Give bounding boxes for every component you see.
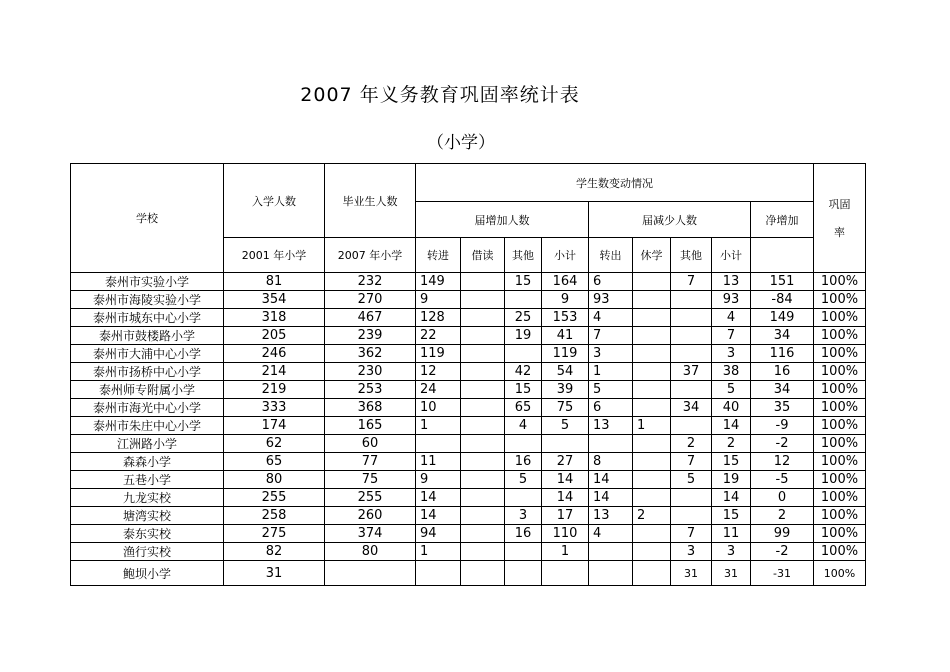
header-borrow: 借读 (461, 238, 505, 273)
suspend-cell: 2 (633, 507, 671, 525)
borrow-cell (461, 363, 505, 381)
transfer-in-cell: 1 (416, 543, 461, 561)
transfer-out-cell: 14 (589, 489, 633, 507)
subtotal-out-cell: 4 (712, 309, 751, 327)
rate-cell: 100% (814, 561, 866, 586)
net-cell: 34 (751, 381, 814, 399)
transfer-out-cell: 6 (589, 399, 633, 417)
net-cell: 151 (751, 273, 814, 291)
net-cell: 16 (751, 363, 814, 381)
grad-cell: 260 (325, 507, 416, 525)
transfer-in-cell: 11 (416, 453, 461, 471)
table-row (71, 381, 866, 399)
table-row (71, 507, 866, 525)
transfer-in-cell: 128 (416, 309, 461, 327)
school-cell: 泰州市朱庄中心小学 (71, 417, 224, 435)
suspend-cell (633, 273, 671, 291)
net-cell: -31 (751, 561, 814, 586)
rate-cell: 100% (814, 435, 866, 453)
suspend-cell (633, 399, 671, 417)
borrow-cell (461, 489, 505, 507)
net-cell: 12 (751, 453, 814, 471)
grad-cell: 253 (325, 381, 416, 399)
suspend-cell (633, 345, 671, 363)
net-cell: 0 (751, 489, 814, 507)
subtotal-in-cell: 14 (542, 471, 589, 489)
transfer-out-cell: 93 (589, 291, 633, 309)
other-out-cell: 3 (671, 543, 712, 561)
school-cell: 鲍坝小学 (71, 561, 224, 586)
table-row (71, 471, 866, 489)
header-school: 学校 (71, 164, 224, 273)
rate-cell: 100% (814, 327, 866, 345)
subtotal-in-cell: 17 (542, 507, 589, 525)
subtotal-out-cell: 15 (712, 507, 751, 525)
table-row (71, 435, 866, 453)
suspend-cell (633, 363, 671, 381)
subtotal-in-cell: 27 (542, 453, 589, 471)
retention-table (70, 163, 866, 586)
grad-cell: 77 (325, 453, 416, 471)
enroll-cell: 62 (224, 435, 325, 453)
other-in-cell (505, 291, 542, 309)
school-cell: 森森小学 (71, 453, 224, 471)
suspend-cell (633, 561, 671, 586)
other-in-cell: 25 (505, 309, 542, 327)
transfer-out-cell (589, 435, 633, 453)
borrow-cell (461, 471, 505, 489)
table-row (71, 273, 866, 291)
school-cell: 泰州市实验小学 (71, 273, 224, 291)
enroll-cell: 214 (224, 363, 325, 381)
table-row (71, 345, 866, 363)
subtotal-in-cell: 1 (542, 543, 589, 561)
header-grad: 毕业生人数 (325, 164, 416, 238)
table-row (71, 417, 866, 435)
net-cell: -5 (751, 471, 814, 489)
transfer-out-cell: 14 (589, 471, 633, 489)
transfer-in-cell: 149 (416, 273, 461, 291)
grad-cell: 362 (325, 345, 416, 363)
suspend-cell (633, 327, 671, 345)
grad-cell: 368 (325, 399, 416, 417)
header-subtotal-in: 小计 (542, 238, 589, 273)
header-grad-sub: 2007 年小学 (325, 238, 416, 273)
transfer-in-cell (416, 561, 461, 586)
school-cell: 泰州市城东中心小学 (71, 309, 224, 327)
header-increase: 届增加人数 (416, 202, 589, 238)
enroll-cell: 354 (224, 291, 325, 309)
net-cell: 35 (751, 399, 814, 417)
transfer-out-cell (589, 561, 633, 586)
transfer-in-cell: 14 (416, 507, 461, 525)
transfer-in-cell: 1 (416, 417, 461, 435)
net-cell: 34 (751, 327, 814, 345)
borrow-cell (461, 291, 505, 309)
grad-cell: 165 (325, 417, 416, 435)
rate-cell: 100% (814, 381, 866, 399)
borrow-cell (461, 327, 505, 345)
page-subtitle: （小学） (427, 133, 495, 153)
other-out-cell: 2 (671, 435, 712, 453)
transfer-in-cell (416, 435, 461, 453)
other-in-cell (505, 561, 542, 586)
table-row (71, 453, 866, 471)
subtotal-out-cell: 14 (712, 417, 751, 435)
other-out-cell: 7 (671, 453, 712, 471)
transfer-in-cell: 14 (416, 489, 461, 507)
enroll-cell: 246 (224, 345, 325, 363)
other-out-cell (671, 417, 712, 435)
suspend-cell (633, 525, 671, 543)
table-row (71, 309, 866, 327)
school-cell: 泰州师专附属小学 (71, 381, 224, 399)
enroll-cell: 65 (224, 453, 325, 471)
suspend-cell (633, 309, 671, 327)
subtotal-in-cell: 5 (542, 417, 589, 435)
borrow-cell (461, 453, 505, 471)
school-cell: 九龙实校 (71, 489, 224, 507)
subtotal-in-cell: 110 (542, 525, 589, 543)
subtotal-in-cell: 119 (542, 345, 589, 363)
enroll-cell: 174 (224, 417, 325, 435)
school-cell: 泰州市海陵实验小学 (71, 291, 224, 309)
transfer-in-cell: 22 (416, 327, 461, 345)
subtotal-out-cell: 5 (712, 381, 751, 399)
table-row (71, 489, 866, 507)
enroll-cell: 31 (224, 561, 325, 586)
transfer-in-cell: 12 (416, 363, 461, 381)
header-retention-line1: 巩固 (828, 198, 851, 211)
transfer-in-cell: 9 (416, 471, 461, 489)
net-cell: 149 (751, 309, 814, 327)
grad-cell: 230 (325, 363, 416, 381)
suspend-cell (633, 435, 671, 453)
grad-cell: 239 (325, 327, 416, 345)
rate-cell: 100% (814, 453, 866, 471)
subtotal-in-cell: 153 (542, 309, 589, 327)
transfer-out-cell: 13 (589, 417, 633, 435)
subtotal-in-cell (542, 435, 589, 453)
other-in-cell (505, 489, 542, 507)
other-out-cell: 31 (671, 561, 712, 586)
transfer-out-cell: 8 (589, 453, 633, 471)
header-enroll-sub: 2001 年小学 (224, 238, 325, 273)
header-suspend: 休学 (633, 238, 671, 273)
subtotal-in-cell: 54 (542, 363, 589, 381)
rate-cell: 100% (814, 291, 866, 309)
table-row (71, 291, 866, 309)
net-cell: 99 (751, 525, 814, 543)
grad-cell: 255 (325, 489, 416, 507)
subtotal-in-cell (542, 561, 589, 586)
other-out-cell (671, 309, 712, 327)
header-net: 净增加 (751, 202, 814, 238)
borrow-cell (461, 561, 505, 586)
rate-cell: 100% (814, 471, 866, 489)
net-cell: 116 (751, 345, 814, 363)
subtotal-in-cell: 39 (542, 381, 589, 399)
transfer-in-cell: 119 (416, 345, 461, 363)
enroll-cell: 333 (224, 399, 325, 417)
table-row (71, 561, 866, 586)
suspend-cell (633, 489, 671, 507)
subtotal-out-cell: 14 (712, 489, 751, 507)
net-cell: -84 (751, 291, 814, 309)
rate-cell: 100% (814, 363, 866, 381)
enroll-cell: 318 (224, 309, 325, 327)
net-cell: -2 (751, 543, 814, 561)
enroll-cell: 205 (224, 327, 325, 345)
subtotal-out-cell: 2 (712, 435, 751, 453)
grad-cell: 374 (325, 525, 416, 543)
header-other-in: 其他 (505, 238, 542, 273)
borrow-cell (461, 525, 505, 543)
transfer-in-cell: 24 (416, 381, 461, 399)
transfer-out-cell: 1 (589, 363, 633, 381)
transfer-in-cell: 10 (416, 399, 461, 417)
other-out-cell: 7 (671, 525, 712, 543)
other-out-cell (671, 291, 712, 309)
enroll-cell: 80 (224, 471, 325, 489)
enroll-cell: 81 (224, 273, 325, 291)
rate-cell: 100% (814, 417, 866, 435)
enroll-cell: 275 (224, 525, 325, 543)
borrow-cell (461, 417, 505, 435)
grad-cell: 80 (325, 543, 416, 561)
enroll-cell: 255 (224, 489, 325, 507)
subtotal-out-cell: 40 (712, 399, 751, 417)
grad-cell: 270 (325, 291, 416, 309)
other-out-cell: 5 (671, 471, 712, 489)
transfer-out-cell: 7 (589, 327, 633, 345)
borrow-cell (461, 345, 505, 363)
other-in-cell: 19 (505, 327, 542, 345)
enroll-cell: 219 (224, 381, 325, 399)
other-in-cell: 16 (505, 525, 542, 543)
borrow-cell (461, 309, 505, 327)
transfer-out-cell (589, 543, 633, 561)
borrow-cell (461, 435, 505, 453)
rate-cell: 100% (814, 525, 866, 543)
other-in-cell: 5 (505, 471, 542, 489)
subtotal-out-cell: 7 (712, 327, 751, 345)
transfer-out-cell: 4 (589, 309, 633, 327)
rate-cell: 100% (814, 507, 866, 525)
subtotal-out-cell: 15 (712, 453, 751, 471)
subtotal-out-cell: 38 (712, 363, 751, 381)
school-cell: 渔行实校 (71, 543, 224, 561)
school-cell: 塘湾实校 (71, 507, 224, 525)
other-in-cell (505, 543, 542, 561)
school-cell: 泰州市扬桥中心小学 (71, 363, 224, 381)
borrow-cell (461, 507, 505, 525)
table-row (71, 543, 866, 561)
header-enroll: 入学人数 (224, 164, 325, 238)
other-in-cell: 16 (505, 453, 542, 471)
enroll-cell: 258 (224, 507, 325, 525)
transfer-out-cell: 5 (589, 381, 633, 399)
header-subtotal-out: 小计 (712, 238, 751, 273)
net-cell: -2 (751, 435, 814, 453)
header-other-out: 其他 (671, 238, 712, 273)
net-cell: -9 (751, 417, 814, 435)
page-title: 2007 年义务教育巩固率统计表 (300, 84, 580, 106)
rate-cell: 100% (814, 399, 866, 417)
rate-cell: 100% (814, 489, 866, 507)
borrow-cell (461, 543, 505, 561)
suspend-cell (633, 471, 671, 489)
other-in-cell: 3 (505, 507, 542, 525)
subtotal-out-cell: 19 (712, 471, 751, 489)
grad-cell: 60 (325, 435, 416, 453)
grad-cell: 232 (325, 273, 416, 291)
table-row (71, 363, 866, 381)
header-change: 学生数变动情况 (416, 164, 814, 202)
table-row (71, 399, 866, 417)
other-in-cell (505, 345, 542, 363)
transfer-in-cell: 94 (416, 525, 461, 543)
subtotal-out-cell: 11 (712, 525, 751, 543)
rate-cell: 100% (814, 309, 866, 327)
transfer-out-cell: 3 (589, 345, 633, 363)
rate-cell: 100% (814, 273, 866, 291)
rate-cell: 100% (814, 543, 866, 561)
suspend-cell (633, 543, 671, 561)
header-retention (814, 164, 866, 273)
school-cell: 泰州市海光中心小学 (71, 399, 224, 417)
subtotal-in-cell: 75 (542, 399, 589, 417)
other-in-cell: 4 (505, 417, 542, 435)
net-cell: 2 (751, 507, 814, 525)
header-net-blank (751, 238, 814, 273)
subtotal-out-cell: 13 (712, 273, 751, 291)
other-out-cell (671, 345, 712, 363)
subtotal-in-cell: 9 (542, 291, 589, 309)
school-cell: 泰州市大浦中心小学 (71, 345, 224, 363)
school-cell: 泰州市鼓楼路小学 (71, 327, 224, 345)
other-out-cell: 34 (671, 399, 712, 417)
other-in-cell: 15 (505, 273, 542, 291)
subtotal-out-cell: 3 (712, 543, 751, 561)
subtotal-in-cell: 41 (542, 327, 589, 345)
school-cell: 五巷小学 (71, 471, 224, 489)
transfer-in-cell: 9 (416, 291, 461, 309)
other-out-cell (671, 489, 712, 507)
other-in-cell (505, 435, 542, 453)
suspend-cell (633, 381, 671, 399)
other-out-cell: 37 (671, 363, 712, 381)
header-transfer-in: 转进 (416, 238, 461, 273)
subtotal-out-cell: 3 (712, 345, 751, 363)
subtotal-in-cell: 164 (542, 273, 589, 291)
grad-cell (325, 561, 416, 586)
subtotal-in-cell: 14 (542, 489, 589, 507)
other-in-cell: 15 (505, 381, 542, 399)
table-row (71, 525, 866, 543)
borrow-cell (461, 273, 505, 291)
header-decrease: 届减少人数 (589, 202, 751, 238)
grad-cell: 467 (325, 309, 416, 327)
subtotal-out-cell: 31 (712, 561, 751, 586)
other-out-cell (671, 381, 712, 399)
header-retention-line2: 率 (834, 226, 845, 239)
transfer-out-cell: 6 (589, 273, 633, 291)
other-in-cell: 65 (505, 399, 542, 417)
other-in-cell: 42 (505, 363, 542, 381)
rate-cell: 100% (814, 345, 866, 363)
subtotal-out-cell: 93 (712, 291, 751, 309)
suspend-cell (633, 453, 671, 471)
header-transfer-out: 转出 (589, 238, 633, 273)
other-out-cell (671, 507, 712, 525)
school-cell: 江洲路小学 (71, 435, 224, 453)
grad-cell: 75 (325, 471, 416, 489)
enroll-cell: 82 (224, 543, 325, 561)
suspend-cell: 1 (633, 417, 671, 435)
other-out-cell (671, 327, 712, 345)
other-out-cell: 7 (671, 273, 712, 291)
borrow-cell (461, 381, 505, 399)
school-cell: 泰东实校 (71, 525, 224, 543)
transfer-out-cell: 13 (589, 507, 633, 525)
table-row (71, 327, 866, 345)
transfer-out-cell: 4 (589, 525, 633, 543)
borrow-cell (461, 399, 505, 417)
suspend-cell (633, 291, 671, 309)
